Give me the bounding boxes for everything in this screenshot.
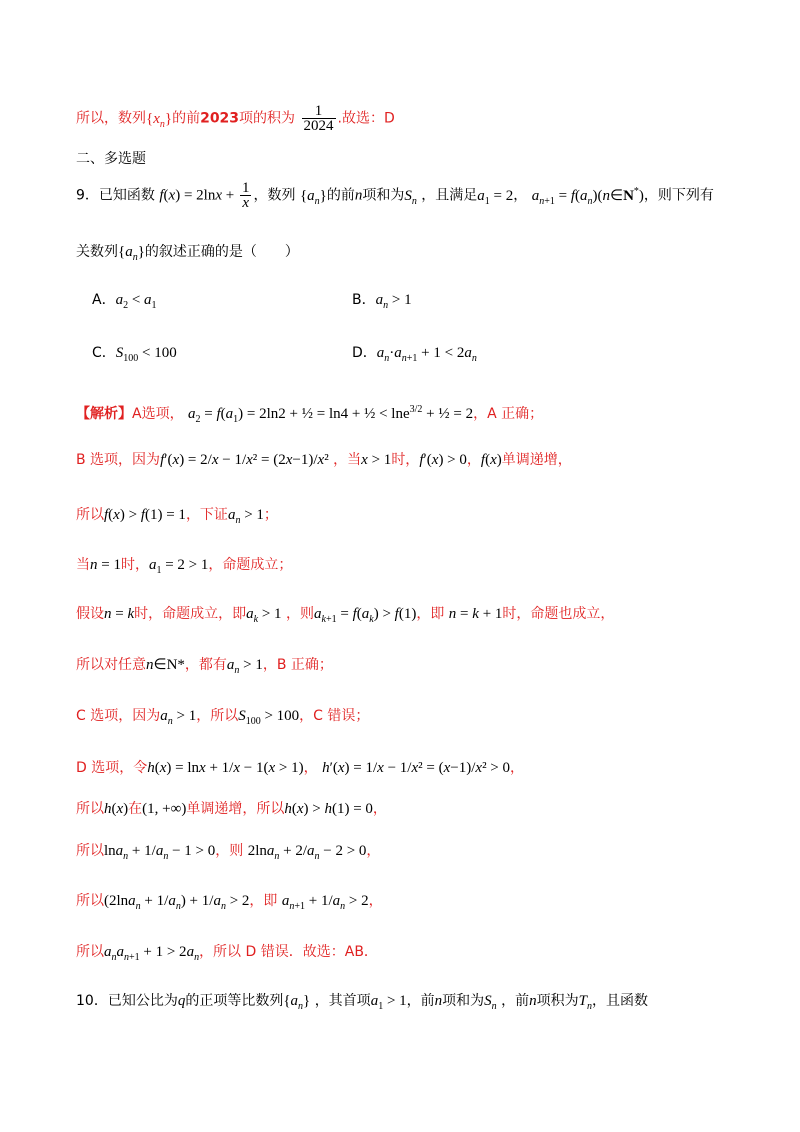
analysis-line-4: 当n = 1时，$a_1 = 2 > 1$，命题成立；: [76, 557, 293, 576]
option-b[interactable]: B．$a_n > 1$: [352, 292, 412, 311]
conclusion-line: 所以，数列$\{x_n\}$的前2023项的积为 $\frac{1}{2024}$ .故选：D: [76, 103, 395, 134]
analysis-line-10: 所以$\ln a_n + 1/a_n - 1 > 0$，则 $2\ln a_n + 2/a_n - 2 > 0$，: [76, 843, 381, 862]
question-9-stem-line1: 9．已知函数 f(x) = 2lnx + $\frac{1}{x}$ ，数列 $\{a_n\}$的前n项和为$S_n$ ，且满足$a_1 = 2$， $a_{n+1}$ = $f(a_n)(n\in N^*)$，则下列有: [76, 180, 714, 211]
analysis-line-2: B 选项，因为f′(x) = 2/x − 1/x² = (2x−1)/x² ，当x > 1时，f′(x) > 0，f(x)单调递增，: [76, 452, 572, 468]
option-a[interactable]: A．$a_2 < a_1$: [92, 292, 157, 311]
analysis-line-11: 所以$(2\ln a_n + 1/a_n) + 1/a_n > 2$，即 $a_{n+1} + 1/a_n > 2$，: [76, 893, 383, 912]
option-c[interactable]: C．$S_{100} < 100$: [92, 345, 177, 364]
analysis-line-7: C 选项，因为$a_n > 1$，所以$S_{100} > 100$，C 错误；: [76, 708, 370, 727]
analysis-tag: 【解析】: [76, 406, 132, 422]
analysis-line-1: 【解析】A选项， $a_2 = f(a_1) = 2\ln 2$ + ½ = ln4 + ½ < lne$^{3/2}$ + ½ = 2，A 正确；: [76, 404, 544, 425]
section-heading: 二、多选题: [76, 151, 146, 167]
analysis-line-8: D 选项，令h(x) = lnx + 1/x − 1(x > 1)， h′(x) = 1/x − 1/x² = (x−1)/x² > 0，: [76, 760, 525, 776]
analysis-line-6: 所以对任意n∈N*，都有$a_n > 1$，B 正确；: [76, 657, 333, 676]
option-d[interactable]: D．$a_n\cdot a_{n+1} + 1 < 2a_n$: [352, 345, 477, 364]
analysis-line-3: 所以f(x) > f(1) = 1，下证$a_n > 1$；: [76, 507, 278, 526]
analysis-line-5: 假设n = k时，命题成立，即$a_k > 1$ ，则$a_{k+1} = f(a_k) > f(1)$，即 n = k + 1时，命题也成立，: [76, 606, 615, 625]
analysis-line-12: 所以$a_na_{n+1} + 1 > 2a_n$，所以 D 错误．故选：AB．: [76, 944, 378, 963]
question-10-stem: 10．已知公比为q的正项等比数列$\{a_n\}$ ，其首项$a_1 > 1$，前n项和为$S_n$ ，前n项积为$T_n$，且函数: [76, 993, 648, 1012]
analysis-line-9: 所以h(x)在(1, +∞)单调递增，所以h(x) > h(1) = 0，: [76, 801, 387, 817]
question-9-stem-line2: 关数列$\{a_n\}$的叙述正确的是（ ）: [76, 244, 299, 263]
